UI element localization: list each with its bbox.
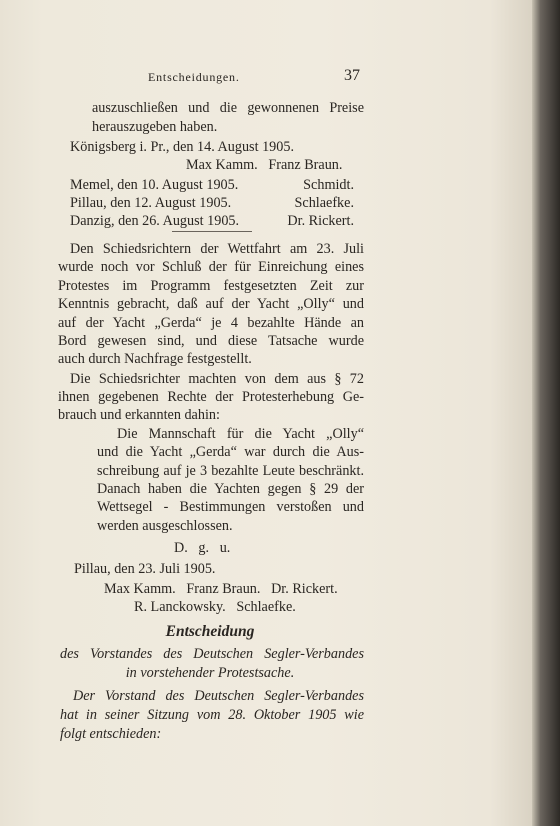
- signature-name: Dr. Rickert.: [287, 213, 354, 229]
- decision-line: Die Mannschaft für die Yacht „Olly“: [117, 426, 364, 442]
- page-edge-shadow: [532, 0, 560, 826]
- dgu-mark: D. g. u.: [174, 540, 231, 556]
- text-line: herauszugeben haben.: [92, 119, 218, 135]
- signature-place: Memel, den 10. August 1905.: [70, 177, 239, 193]
- decision-line: Danach haben die Yachten gegen § 29 der: [97, 481, 364, 497]
- subtitle-line: in vorstehender Protestsache.: [125, 665, 295, 681]
- text-line: wurde noch vor Schluß der für Einreichung eines: [58, 259, 364, 275]
- decision-line: und die Yacht „Gerda“ war durch die Aus-: [97, 444, 364, 460]
- signers: R. Lanckowsky. Schlaefke.: [134, 599, 296, 615]
- body-line: Der Vorstand des Deutschen Segler-Verbandes: [73, 688, 364, 704]
- place-date: Königsberg i. Pr., den 14. August 1905.: [70, 139, 294, 155]
- text-line: auszuschließen und die gewonnenen Preise: [92, 100, 364, 116]
- text-line: Die Schiedsrichter machten von dem aus § 72: [70, 371, 364, 387]
- page-number: 37: [344, 67, 360, 84]
- text-line: Protestes im Programm festgesetzten Zeit zur: [58, 278, 364, 294]
- section-divider: [172, 231, 252, 232]
- text-line: ihnen gegebenen Rechte der Protesterhebung Ge-: [58, 389, 364, 405]
- text-line: auf der Yacht „Gerda“ je 4 bezahlte Hände an: [58, 315, 364, 331]
- running-header: Entscheidungen.: [148, 70, 240, 84]
- text-line: Kenntnis gebracht, daß auf der Yacht „Olly“ und: [58, 296, 364, 312]
- text-line: brauch und erkannten dahin:: [58, 407, 220, 423]
- signature-name: Schmidt.: [303, 177, 354, 193]
- body-line: folgt entschieden:: [60, 726, 162, 742]
- text-line: Den Schiedsrichtern der Wettfahrt am 23. Juli: [70, 241, 364, 257]
- place-date: Pillau, den 23. Juli 1905.: [74, 561, 216, 577]
- body-line: hat in seiner Sitzung vom 28. Oktober 1905 wie: [60, 707, 364, 723]
- section-title: Entscheidung: [165, 623, 255, 640]
- decision-line: Wettsegel - Bestimmungen verstoßen und: [97, 499, 364, 515]
- text-line: Bord gewesen sind, und diese Tatsache wurde: [58, 333, 364, 349]
- signature-name: Schlaefke.: [294, 195, 354, 211]
- decision-line: schreibung auf je 3 bezahlte Leute beschränkt.: [97, 463, 364, 479]
- signers: Max Kamm. Franz Braun. Dr. Rickert.: [104, 581, 338, 597]
- subtitle-line: des Vorstandes des Deutschen Segler-Verbandes: [60, 646, 364, 662]
- signature-place: Pillau, den 12. August 1905.: [70, 195, 232, 211]
- decision-line: werden ausgeschlossen.: [97, 518, 233, 534]
- signers: Max Kamm. Franz Braun.: [186, 157, 343, 173]
- text-line: auch durch Nachfrage festgestellt.: [58, 351, 252, 367]
- signature-place: Danzig, den 26. August 1905.: [70, 213, 240, 229]
